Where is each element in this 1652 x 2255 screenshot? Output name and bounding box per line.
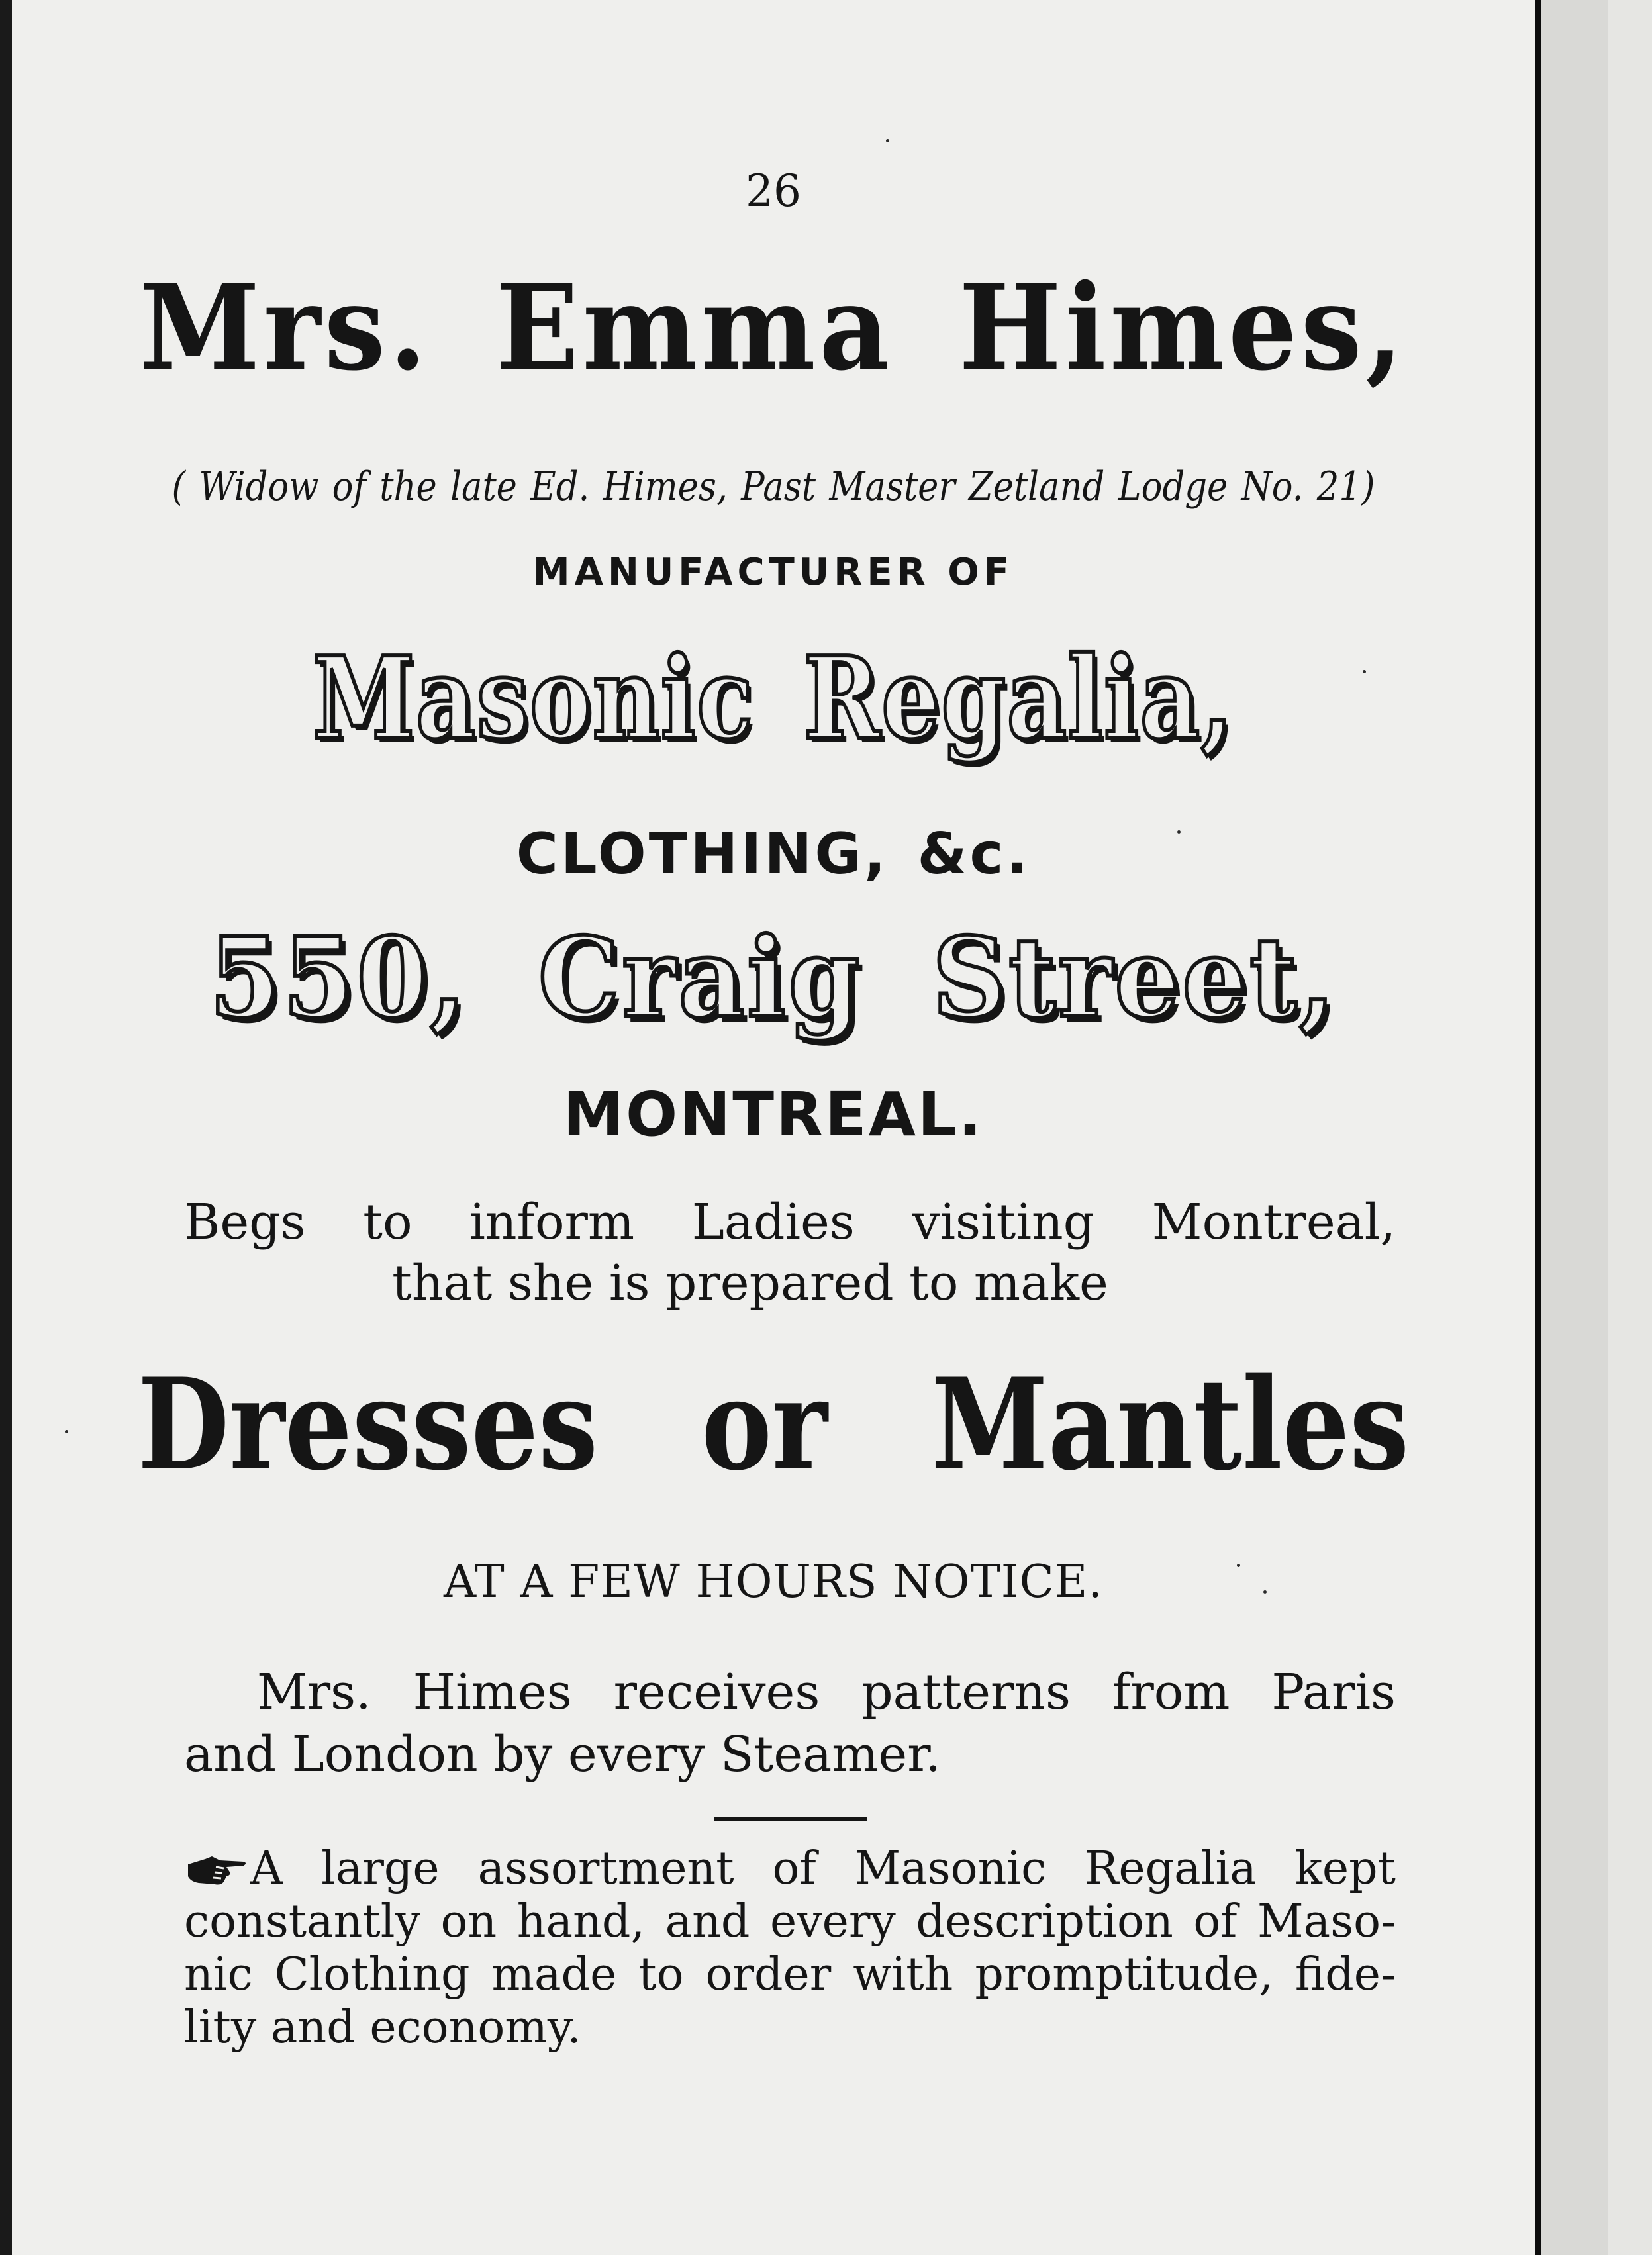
assortment-line-3: nic Clothing made to order with promptitude, fide- — [184, 1948, 1396, 2001]
notice-line: AT A FEW HOURS NOTICE. — [444, 1556, 1103, 1608]
street-address: 550, Craig Street, — [209, 914, 1337, 1043]
print-speck — [1363, 670, 1366, 673]
print-speck — [1177, 830, 1181, 834]
section-divider — [714, 1817, 867, 1821]
assortment-line-1: A large assortment of Masonic Regalia kept — [250, 1843, 1396, 1895]
scan-margin — [1608, 0, 1652, 2255]
print-speck — [1237, 1564, 1240, 1567]
assortment-line-4: lity and economy. — [184, 2001, 581, 2054]
invitation-line-2: that she is prepared to make — [392, 1255, 1108, 1312]
product-heading: Masonic Regalia, — [313, 632, 1234, 765]
assortment-line-2: constantly on hand, and every description of Maso- — [184, 1895, 1396, 1948]
offer-heading: Dresses or Mantles — [137, 1351, 1410, 1498]
manufacturer-label: MANUFACTURER OF — [532, 551, 1014, 594]
document-page — [12, 0, 1535, 2255]
print-speck — [886, 139, 889, 142]
advertiser-name: Mrs. Emma Himes, — [140, 258, 1407, 397]
pointing-hand-icon — [185, 1852, 249, 1890]
adjacent-page-edge — [1535, 0, 1614, 2255]
print-speck — [1263, 1590, 1267, 1594]
page-number: 26 — [746, 166, 801, 216]
patterns-line-1: Mrs. Himes receives patterns from Paris — [257, 1664, 1396, 1721]
print-speck — [65, 1430, 68, 1433]
patterns-line-2: and London by every Steamer. — [184, 1726, 941, 1783]
invitation-line-1: Begs to inform Ladies visiting Montreal, — [184, 1194, 1396, 1251]
advertiser-subtitle: ( Widow of the late Ed. Himes, Past Master Zetland Lodge No. 21) — [171, 463, 1375, 510]
city-name: MONTREAL. — [563, 1079, 984, 1150]
clothing-line: CLOTHING, &c. — [516, 821, 1031, 887]
